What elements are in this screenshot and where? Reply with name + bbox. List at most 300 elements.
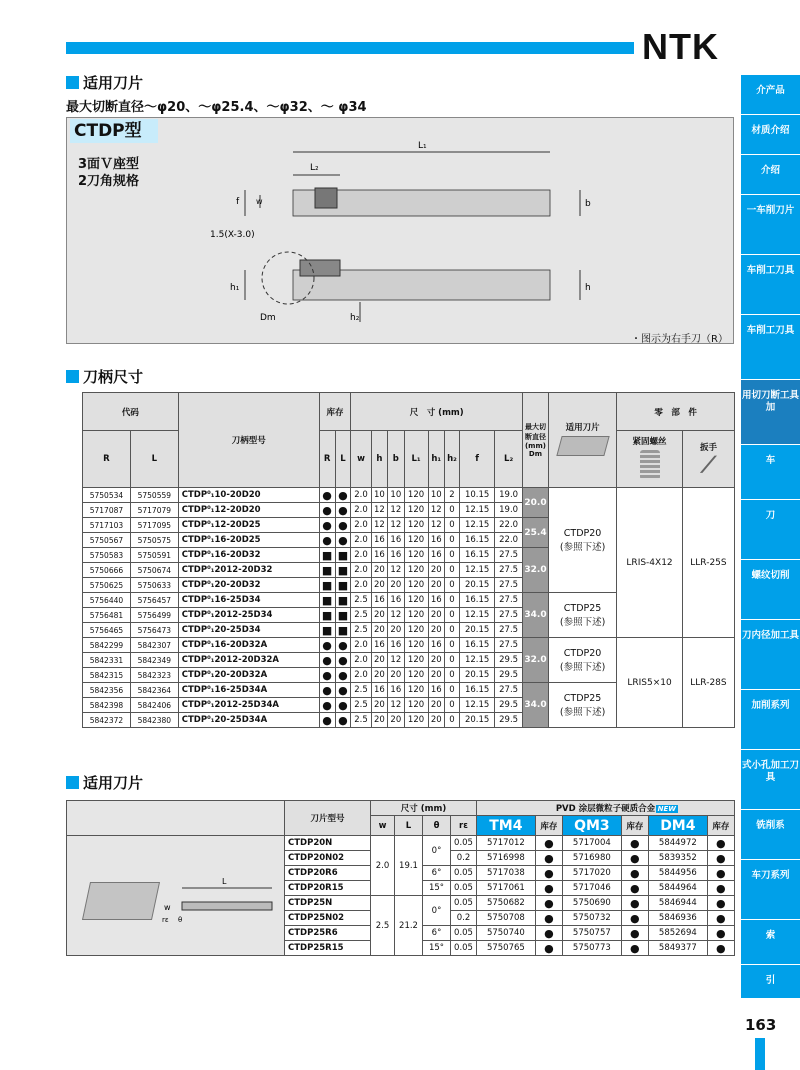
cell-L1: 120: [404, 668, 428, 683]
cell-h2: 2: [444, 488, 459, 503]
cell-stock2: ●: [621, 851, 648, 866]
sidebar-item-6[interactable]: 用切刀断工具加: [741, 380, 800, 445]
sidebar-item-15[interactable]: 索: [741, 920, 800, 965]
cell-L2: 27.5: [495, 608, 523, 623]
dim-h: h: [585, 283, 591, 293]
screw-icon: [640, 450, 660, 480]
sidebar-item-5[interactable]: 车削工刀具: [741, 315, 800, 380]
cell-stock-r: ●: [319, 518, 335, 533]
sidebar-item-4[interactable]: 车削工刀具: [741, 255, 800, 315]
hdr-h2: h₂: [444, 431, 459, 488]
cell-r: 0.2: [451, 851, 477, 866]
cell-h1: 20: [428, 578, 444, 593]
cell-code-l: 5717079: [130, 503, 178, 518]
cell-stock3: ●: [707, 896, 734, 911]
cell-stock-r: ●: [319, 533, 335, 548]
cell-h2: 0: [444, 698, 459, 713]
cell-h: 16: [371, 533, 387, 548]
cell-b: 20: [388, 668, 404, 683]
cell-L1: 120: [404, 548, 428, 563]
cell-h2: 0: [444, 623, 459, 638]
cell-dm4: 5839352: [648, 851, 707, 866]
sidebar-item-7[interactable]: 车: [741, 445, 800, 500]
cell-L1: 120: [404, 518, 428, 533]
cell-code-l: 5842380: [130, 713, 178, 728]
sidebar-item-9[interactable]: 螺纹切削: [741, 560, 800, 620]
hdr-insert-text: 适用刀片: [565, 423, 600, 433]
cell-w: 2.5: [371, 896, 395, 956]
cell-L2: 19.0: [495, 488, 523, 503]
hdr-model: 刀柄型号: [178, 393, 319, 488]
cell-stock2: ●: [621, 836, 648, 851]
insert-ref: (参照下述): [559, 616, 606, 628]
cell-stock-r: ■: [319, 548, 335, 563]
cell-code-r: 5750583: [83, 548, 131, 563]
square-icon: [66, 776, 79, 789]
cell-code-r: 5717087: [83, 503, 131, 518]
cell-wrench: LLR-25S: [682, 488, 734, 638]
cell-r: 0.05: [451, 836, 477, 851]
cell-f: 16.15: [459, 683, 494, 698]
cell-f: 12.15: [459, 698, 494, 713]
cell-dm4: 5846936: [648, 911, 707, 926]
cell-code-l: 5842349: [130, 653, 178, 668]
tool-type-label: CTDP型: [70, 119, 158, 143]
cell-dm4: 5849377: [648, 941, 707, 956]
cell-f: 12.15: [459, 518, 494, 533]
hdr-screw: [617, 431, 683, 488]
cell-r: 0.05: [451, 866, 477, 881]
cell-dm4: 5844964: [648, 881, 707, 896]
cell-b: 12: [388, 563, 404, 578]
cell-f: 10.15: [459, 488, 494, 503]
cell-b: 20: [388, 623, 404, 638]
cell-code-l: 5750674: [130, 563, 178, 578]
cell-model: CTDP⁰₁16-25D34A: [178, 683, 319, 698]
hdr-stock: 库存: [319, 393, 351, 431]
table-row: [83, 638, 735, 653]
cell-code-l: 5842323: [130, 668, 178, 683]
cell-dm4: 5852694: [648, 926, 707, 941]
cell-stock1: ●: [535, 866, 562, 881]
cell-f: 12.15: [459, 608, 494, 623]
cell-L2: 29.5: [495, 668, 523, 683]
cell-w: 2.0: [351, 668, 371, 683]
cell-stock1: ●: [535, 926, 562, 941]
hdr-L1: L₁: [404, 431, 428, 488]
sidebar-item-12[interactable]: 式小孔加工刀具: [741, 750, 800, 810]
cell-stock-l: ■: [335, 623, 351, 638]
cell-f: 20.15: [459, 578, 494, 593]
cell-model: CTDP20R15: [285, 881, 371, 896]
cell-L1: 120: [404, 638, 428, 653]
cell-stock-r: ■: [319, 578, 335, 593]
cell-stock-l: ●: [335, 488, 351, 503]
max-cut-diameter-note: 最大切断直径～φ20、～φ25.4、～φ32、～ φ34: [66, 100, 367, 115]
hdr-maxcut-text: 最大切断直径(mm): [524, 423, 546, 450]
cell-tm4: 5717012: [477, 836, 536, 851]
dim-L1: L₁: [418, 141, 427, 151]
cell-stock2: ●: [621, 881, 648, 896]
cell-model: CTDP⁰₁20-25D34: [178, 623, 319, 638]
cell-stock-l: ■: [335, 608, 351, 623]
cell-b: 16: [388, 533, 404, 548]
cell-code-l: 5750559: [130, 488, 178, 503]
cell-stock-r: ●: [319, 713, 335, 728]
ihdr-theta: θ: [423, 816, 451, 836]
cell-r: 0.05: [451, 926, 477, 941]
cell-b: 16: [388, 683, 404, 698]
cell-theta: 6°: [423, 866, 451, 881]
sidebar-item-3[interactable]: 一车削刀片: [741, 195, 800, 255]
cell-code-r: 5750567: [83, 533, 131, 548]
ihdr-w: w: [371, 816, 395, 836]
hdr-insert: [548, 393, 616, 488]
cell-L1: 120: [404, 563, 428, 578]
cell-w: 2.0: [351, 578, 371, 593]
cell-dm4: 5846944: [648, 896, 707, 911]
cell-r: 0.2: [451, 911, 477, 926]
sidebar-item-2[interactable]: 介绍: [741, 155, 800, 195]
cell-h2: 0: [444, 638, 459, 653]
cell-L1: 120: [404, 608, 428, 623]
cell-model: CTDP⁰₁10-20D20: [178, 488, 319, 503]
cell-stock-r: ●: [319, 683, 335, 698]
cell-theta: 0°: [423, 836, 451, 866]
dim-Dm: Dm: [260, 313, 276, 323]
cell-h1: 16: [428, 683, 444, 698]
cell-tm4: 5716998: [477, 851, 536, 866]
cell-model: CTDP⁰₁2012-20D32A: [178, 653, 319, 668]
cell-h1: 20: [428, 608, 444, 623]
cell-f: 12.15: [459, 653, 494, 668]
hdr-b: b: [388, 431, 404, 488]
section-title-text: 刀柄尺寸: [83, 368, 144, 386]
cell-L: 19.1: [395, 836, 423, 896]
cell-w: 2.0: [351, 518, 371, 533]
cell-stock3: ●: [707, 836, 734, 851]
cell-h1: 20: [428, 698, 444, 713]
cell-b: 16: [388, 593, 404, 608]
sidebar-item-8[interactable]: 刀: [741, 500, 800, 560]
cell-tm4: 5717061: [477, 881, 536, 896]
cell-stock3: ●: [707, 866, 734, 881]
cell-screw: LRIS-4X12: [617, 488, 683, 638]
cell-code-r: 5717103: [83, 518, 131, 533]
cell-model: CTDP⁰₁20-20D32: [178, 578, 319, 593]
cell-h2: 0: [444, 713, 459, 728]
dim-w: w: [256, 197, 263, 206]
ihdr-r: rε: [451, 816, 477, 836]
cell-qm3: 5750690: [562, 896, 621, 911]
cell-dm: 32.0: [522, 638, 548, 683]
cell-w: 2.0: [351, 638, 371, 653]
cell-w: 2.5: [351, 623, 371, 638]
hdr-maxcut: [522, 393, 548, 488]
cell-h: 20: [371, 563, 387, 578]
cell-b: 12: [388, 698, 404, 713]
cell-h2: 0: [444, 608, 459, 623]
hdr-code: 代码: [83, 393, 179, 431]
cell-theta: 0°: [423, 896, 451, 926]
cell-tm4: 5750740: [477, 926, 536, 941]
cell-f: 20.15: [459, 668, 494, 683]
cell-h: 16: [371, 548, 387, 563]
dim-h1: h₁: [230, 283, 240, 293]
section-title-holder: [66, 366, 143, 387]
cell-stock1: ●: [535, 941, 562, 956]
cell-code-l: 5756499: [130, 608, 178, 623]
sidebar-item-0[interactable]: 介产品: [741, 75, 800, 115]
cell-stock1: ●: [535, 911, 562, 926]
cell-L1: 120: [404, 653, 428, 668]
cell-h2: 0: [444, 683, 459, 698]
hdr-dm: Dm: [528, 450, 543, 458]
cell-L2: 27.5: [495, 578, 523, 593]
cell-h1: 20: [428, 713, 444, 728]
cell-stock-l: ●: [335, 668, 351, 683]
cell-stock-l: ■: [335, 548, 351, 563]
cell-stock-r: ●: [319, 668, 335, 683]
cell-model: CTDP⁰₁12-20D25: [178, 518, 319, 533]
cell-L1: 120: [404, 713, 428, 728]
cell-h: 12: [371, 518, 387, 533]
cell-stock1: ●: [535, 851, 562, 866]
insert-model: CTDP25: [563, 602, 602, 614]
ihdr-stock3: 库存: [707, 816, 734, 836]
hdr-stock-r: R: [319, 431, 335, 488]
cell-stock-r: ●: [319, 698, 335, 713]
cell-code-r: 5842315: [83, 668, 131, 683]
sidebar-item-16[interactable]: 引: [741, 965, 800, 999]
cell-h2: 0: [444, 593, 459, 608]
feature-2: 2刀角规格: [78, 174, 140, 189]
cell-f: 16.15: [459, 533, 494, 548]
cell-stock3: ●: [707, 926, 734, 941]
cell-L2: 22.0: [495, 533, 523, 548]
cell-code-r: 5842331: [83, 653, 131, 668]
cell-stock1: ●: [535, 881, 562, 896]
cell-b: 20: [388, 578, 404, 593]
cell-L2: 22.0: [495, 518, 523, 533]
cell-b: 12: [388, 653, 404, 668]
cell-h: 12: [371, 503, 387, 518]
cell-h2: 0: [444, 563, 459, 578]
cell-stock-l: ●: [335, 533, 351, 548]
cell-h1: 12: [428, 503, 444, 518]
cell-r: 0.05: [451, 881, 477, 896]
cell-model: CTDP⁰₁16-20D32A: [178, 638, 319, 653]
hdr-r: R: [83, 431, 131, 488]
cell-stock2: ●: [621, 866, 648, 881]
cell-f: 16.15: [459, 548, 494, 563]
cell-code-r: 5750534: [83, 488, 131, 503]
ins-dim-w: w: [164, 903, 171, 912]
cell-model: CTDP⁰₁2012-25D34A: [178, 698, 319, 713]
wrench-icon: ⟋: [700, 452, 717, 478]
sidebar-item-10[interactable]: 刀内径加工具: [741, 620, 800, 690]
cell-code-l: 5750575: [130, 533, 178, 548]
brand-logo: NTK: [642, 26, 719, 67]
cell-h1: 16: [428, 593, 444, 608]
cell-code-r: 5756465: [83, 623, 131, 638]
cell-stock-r: ■: [319, 623, 335, 638]
cell-stock3: ●: [707, 941, 734, 956]
cell-tm4: 5750682: [477, 896, 536, 911]
cell-stock3: ●: [707, 851, 734, 866]
hdr-f: f: [459, 431, 494, 488]
cell-w: 2.5: [351, 593, 371, 608]
ihdr-L: L: [395, 816, 423, 836]
cell-insert: [548, 683, 616, 728]
sidebar-item-11[interactable]: 加削系列: [741, 690, 800, 750]
hdr-L2: L₂: [495, 431, 523, 488]
ihdr-qm3: QM3: [562, 816, 621, 836]
hdr-dims: 尺 寸 (mm): [351, 393, 523, 431]
cell-code-l: 5756473: [130, 623, 178, 638]
hdr-l: L: [130, 431, 178, 488]
cell-insert: [548, 488, 616, 593]
cell-stock-l: ●: [335, 653, 351, 668]
square-icon: [66, 76, 79, 89]
cell-stock2: ●: [621, 911, 648, 926]
cell-insert: [548, 638, 616, 683]
cell-stock-r: ■: [319, 608, 335, 623]
cell-b: 16: [388, 548, 404, 563]
cell-code-r: 5842398: [83, 698, 131, 713]
cell-f: 20.15: [459, 623, 494, 638]
cell-w: 2.0: [351, 533, 371, 548]
sidebar-item-13[interactable]: 铣削系: [741, 810, 800, 860]
section-title-inserts: [66, 72, 143, 93]
cell-stock-l: ●: [335, 503, 351, 518]
cell-theta: 15°: [423, 881, 451, 896]
cell-h2: 0: [444, 578, 459, 593]
dim-L2: L₂: [310, 163, 319, 173]
cell-L1: 120: [404, 683, 428, 698]
feature-1: 3面Ｖ座型: [78, 157, 140, 172]
cell-h: 20: [371, 578, 387, 593]
new-badge: NEW: [657, 805, 676, 813]
cell-stock-l: ●: [335, 713, 351, 728]
cell-h1: 20: [428, 623, 444, 638]
insert-model: CTDP25: [563, 692, 602, 704]
insert-dimension-drawing: [160, 870, 280, 930]
cell-code-r: 5750666: [83, 563, 131, 578]
cell-h2: 0: [444, 668, 459, 683]
sidebar-item-1[interactable]: 材质介绍: [741, 115, 800, 155]
cell-qm3: 5750757: [562, 926, 621, 941]
holder-table: [82, 392, 735, 728]
cell-tm4: 5750765: [477, 941, 536, 956]
cell-code-r: 5842299: [83, 638, 131, 653]
dim-f: f: [236, 197, 240, 207]
insert-ref: (参照下述): [559, 661, 606, 673]
ins-dim-theta: θ: [178, 916, 183, 924]
cell-stock-l: ■: [335, 563, 351, 578]
cell-h1: 16: [428, 548, 444, 563]
cell-stock-r: ●: [319, 488, 335, 503]
cell-dm: 25.4: [522, 518, 548, 548]
cell-code-l: 5842364: [130, 683, 178, 698]
cell-tm4: 5717038: [477, 866, 536, 881]
cell-w: 2.5: [351, 608, 371, 623]
cell-model: CTDP25R15: [285, 941, 371, 956]
section-title-text: 适用刀片: [83, 74, 144, 92]
cell-h1: 20: [428, 563, 444, 578]
cell-w: 2.0: [351, 653, 371, 668]
cell-stock2: ●: [621, 941, 648, 956]
hdr-h1: h₁: [428, 431, 444, 488]
hdr-wrench-text: 扳手: [699, 442, 717, 453]
cell-stock2: ●: [621, 926, 648, 941]
cell-h1: 20: [428, 653, 444, 668]
cell-L2: 27.5: [495, 548, 523, 563]
page-number: 163: [745, 1016, 777, 1034]
cell-h1: 10: [428, 488, 444, 503]
cell-L1: 120: [404, 488, 428, 503]
cell-h2: 0: [444, 548, 459, 563]
cell-b: 12: [388, 503, 404, 518]
cell-model: CTDP25R6: [285, 926, 371, 941]
cell-b: 10: [388, 488, 404, 503]
cell-stock2: ●: [621, 896, 648, 911]
ins-dim-L: L: [222, 877, 227, 886]
cell-model: CTDP⁰₁16-20D32: [178, 548, 319, 563]
cell-f: 16.15: [459, 638, 494, 653]
cell-L1: 120: [404, 623, 428, 638]
cell-tm4: 5750708: [477, 911, 536, 926]
cell-L1: 120: [404, 503, 428, 518]
cell-h: 20: [371, 698, 387, 713]
insert-image-cell: [67, 801, 285, 836]
cell-h: 20: [371, 668, 387, 683]
cell-b: 16: [388, 638, 404, 653]
cell-model: CTDP25N: [285, 896, 371, 911]
cell-theta: 15°: [423, 941, 451, 956]
cell-h: 16: [371, 638, 387, 653]
cell-L2: 27.5: [495, 638, 523, 653]
cell-dm: 34.0: [522, 683, 548, 728]
cell-qm3: 5717004: [562, 836, 621, 851]
cell-dm: 20.0: [522, 488, 548, 518]
cell-r: 0.05: [451, 941, 477, 956]
cell-stock-r: ■: [319, 593, 335, 608]
cell-w: 2.0: [351, 563, 371, 578]
cell-h: 20: [371, 713, 387, 728]
cell-L1: 120: [404, 578, 428, 593]
cell-code-l: 5842406: [130, 698, 178, 713]
cell-h: 20: [371, 608, 387, 623]
cell-L2: 29.5: [495, 698, 523, 713]
ins-dim-r: rε: [162, 916, 169, 924]
section-title-inserts-2: [66, 772, 143, 793]
cell-f: 12.15: [459, 563, 494, 578]
cell-h2: 0: [444, 518, 459, 533]
ihdr-tm4: TM4: [477, 816, 536, 836]
insert-image: [556, 436, 609, 456]
sidebar-item-14[interactable]: 车刀系列: [741, 860, 800, 920]
cell-r: 0.05: [451, 896, 477, 911]
cell-w: 2.5: [351, 683, 371, 698]
cell-model: CTDP20N: [285, 836, 371, 851]
dim-angle: 1.5(X-3.0): [210, 230, 255, 240]
cell-h: 16: [371, 683, 387, 698]
cell-f: 20.15: [459, 713, 494, 728]
cell-w: 2.5: [351, 713, 371, 728]
cell-stock-r: ●: [319, 503, 335, 518]
cell-stock-l: ■: [335, 578, 351, 593]
